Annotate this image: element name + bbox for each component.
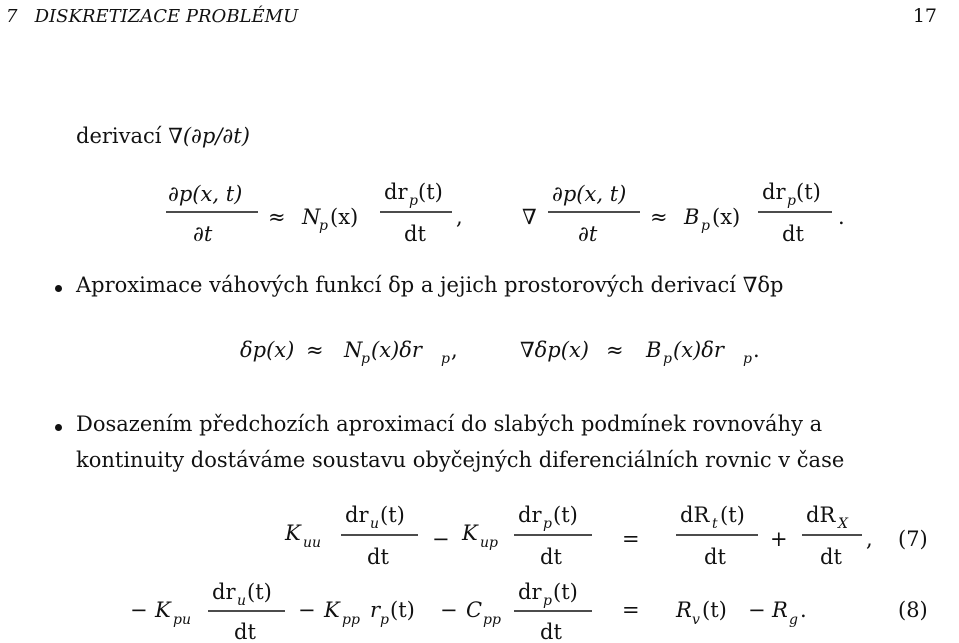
eq-delta-end-2: . bbox=[753, 338, 760, 362]
eq-time-dr-sub: p bbox=[409, 193, 418, 209]
eq-time-dt: dt bbox=[404, 222, 426, 246]
eq-time-B: B bbox=[684, 205, 700, 229]
eq8-period: . bbox=[800, 598, 807, 622]
eq-time-denominator: ∂t bbox=[193, 222, 213, 246]
eq8-dr-u-sub: u bbox=[237, 593, 247, 609]
eq-time-N-arg: (x) bbox=[330, 205, 359, 229]
eq8-minus-3: − bbox=[440, 598, 458, 622]
eq8-dr-p: dr bbox=[518, 580, 542, 604]
eq-time-approx-2: ≈ bbox=[650, 205, 668, 229]
eq7-minus: − bbox=[432, 527, 450, 551]
bullet-1-text: Aproximace váhových funkcí δp a jejich prostorových derivací ∇δp bbox=[76, 273, 784, 297]
eq8-minus-4: − bbox=[748, 598, 766, 622]
eq-delta-B-sub: p bbox=[663, 351, 672, 367]
eq7-dt-1: dt bbox=[367, 545, 389, 569]
eq8-dr-u-arg: (t) bbox=[247, 580, 272, 604]
eq-delta-r-sub-1: p bbox=[441, 351, 450, 367]
eq7-dt-4: dt bbox=[820, 545, 842, 569]
eq8-dt-1: dt bbox=[234, 620, 256, 643]
eq7-dR-X-sub: X bbox=[838, 516, 848, 532]
eq-delta-N-sub: p bbox=[361, 351, 370, 367]
eq7-K-up: K bbox=[462, 521, 478, 545]
eq7-plus: + bbox=[770, 527, 788, 551]
eq7-dr-p: dr bbox=[518, 503, 542, 527]
eq-time-dr: dr bbox=[384, 180, 408, 204]
page-number: 17 bbox=[912, 5, 937, 27]
eq-time-numerator: ∂p(x, t) bbox=[168, 182, 243, 206]
eq7-equals: = bbox=[622, 527, 640, 551]
section-title: DISKRETIZACE PROBLÉMU bbox=[34, 6, 299, 27]
eq8-C-pp-sub: pp bbox=[483, 612, 501, 628]
eq-delta-left-2: ∇δp(x) bbox=[520, 338, 589, 362]
eq8-equals: = bbox=[622, 598, 640, 622]
eq7-dt-3: dt bbox=[704, 545, 726, 569]
section-number: 7 bbox=[6, 6, 18, 27]
eq7-K-uu: K bbox=[285, 521, 301, 545]
eq-time-dt-2: dt bbox=[782, 222, 804, 246]
eq-time-approx: ≈ bbox=[268, 205, 286, 229]
eq8-K-pp: K bbox=[324, 598, 340, 622]
equation-8 bbox=[130, 580, 928, 643]
eq-delta-B: B bbox=[646, 338, 662, 362]
eq-delta-approx-2: ≈ bbox=[606, 338, 624, 362]
eq7-dR-t: dR bbox=[680, 503, 710, 527]
equation-7 bbox=[284, 503, 928, 569]
lead-expression: ∇(∂p/∂t) bbox=[168, 124, 250, 148]
eq-delta-mid-1: (x)δr bbox=[371, 338, 422, 362]
eq-time-denominator-2: ∂t bbox=[578, 222, 598, 246]
eq8-r-p-sub: p bbox=[380, 612, 389, 628]
eq-time-dr-2-sub: p bbox=[787, 193, 796, 209]
eq-time-dr-2-arg: (t) bbox=[796, 180, 821, 204]
eq-delta-N: N bbox=[344, 338, 363, 362]
eq7-dr-u-arg: (t) bbox=[380, 503, 405, 527]
eq-time-B-arg: (x) bbox=[712, 205, 741, 229]
equation-time-derivative bbox=[166, 180, 845, 246]
eq-delta-end-1: , bbox=[451, 338, 458, 362]
eq7-dR-X: dR bbox=[806, 503, 836, 527]
eq8-R-v-arg: (t) bbox=[702, 598, 727, 622]
eq8-dt-2: dt bbox=[540, 620, 562, 643]
eq8-label: (8) bbox=[898, 598, 928, 622]
eq7-dr-p-arg: (t) bbox=[553, 503, 578, 527]
eq7-dR-t-sub: t bbox=[712, 516, 718, 532]
eq-time-dr-2: dr bbox=[762, 180, 786, 204]
eq-time-period: . bbox=[838, 205, 845, 229]
eq7-dr-u: dr bbox=[345, 503, 369, 527]
eq8-R-g-sub: g bbox=[789, 612, 798, 628]
eq8-R-g: R bbox=[772, 598, 788, 622]
eq-delta-left-1: δp(x) bbox=[240, 338, 295, 362]
bullet-2-line-2: kontinuity dostáváme soustavu obyčejných diferenciálních rovnic v čase bbox=[76, 448, 845, 472]
equation-delta bbox=[240, 338, 760, 367]
eq-delta-r-sub-2: p bbox=[743, 351, 752, 367]
eq-time-N: N bbox=[302, 205, 321, 229]
eq7-dr-p-sub: p bbox=[543, 516, 552, 532]
eq8-dr-u: dr bbox=[212, 580, 236, 604]
eq8-minus-2: − bbox=[298, 598, 316, 622]
eq8-r-p-arg: (t) bbox=[390, 598, 415, 622]
eq-time-dr-arg: (t) bbox=[418, 180, 443, 204]
eq8-R-v: R bbox=[676, 598, 692, 622]
eq7-comma: , bbox=[866, 527, 873, 551]
eq8-dr-p-arg: (t) bbox=[553, 580, 578, 604]
eq-delta-approx-1: ≈ bbox=[306, 338, 324, 362]
bullet-2-line-1: Dosazením předchozích aproximací do slabých podmínek rovnováhy a bbox=[76, 412, 823, 436]
eq-delta-mid-2: (x)δr bbox=[673, 338, 724, 362]
eq7-K-uu-sub: uu bbox=[303, 535, 322, 551]
eq8-r-p: r bbox=[370, 598, 381, 622]
eq8-dr-p-sub: p bbox=[543, 593, 552, 609]
eq8-C-pp: C bbox=[466, 598, 483, 622]
eq8-K-pu-sub: pu bbox=[173, 612, 191, 628]
eq8-K-pp-sub: pp bbox=[342, 612, 360, 628]
eq7-K-up-sub: up bbox=[480, 535, 498, 551]
eq7-dR-t-arg: (t) bbox=[720, 503, 745, 527]
eq7-dt-2: dt bbox=[540, 545, 562, 569]
eq-time-comma: , bbox=[456, 205, 463, 229]
eq-time-numerator-2: ∂p(x, t) bbox=[552, 182, 627, 206]
eq8-R-v-sub: v bbox=[692, 612, 700, 628]
eq-time-nabla: ∇ bbox=[522, 205, 537, 229]
eq8-minus: − bbox=[130, 598, 148, 622]
eq-time-B-sub: p bbox=[701, 218, 710, 234]
eq8-K-pu: K bbox=[155, 598, 171, 622]
eq-time-N-sub: p bbox=[319, 218, 328, 234]
eq7-label: (7) bbox=[898, 527, 928, 551]
lead-word: derivací bbox=[76, 124, 162, 148]
eq7-dr-u-sub: u bbox=[370, 516, 380, 532]
